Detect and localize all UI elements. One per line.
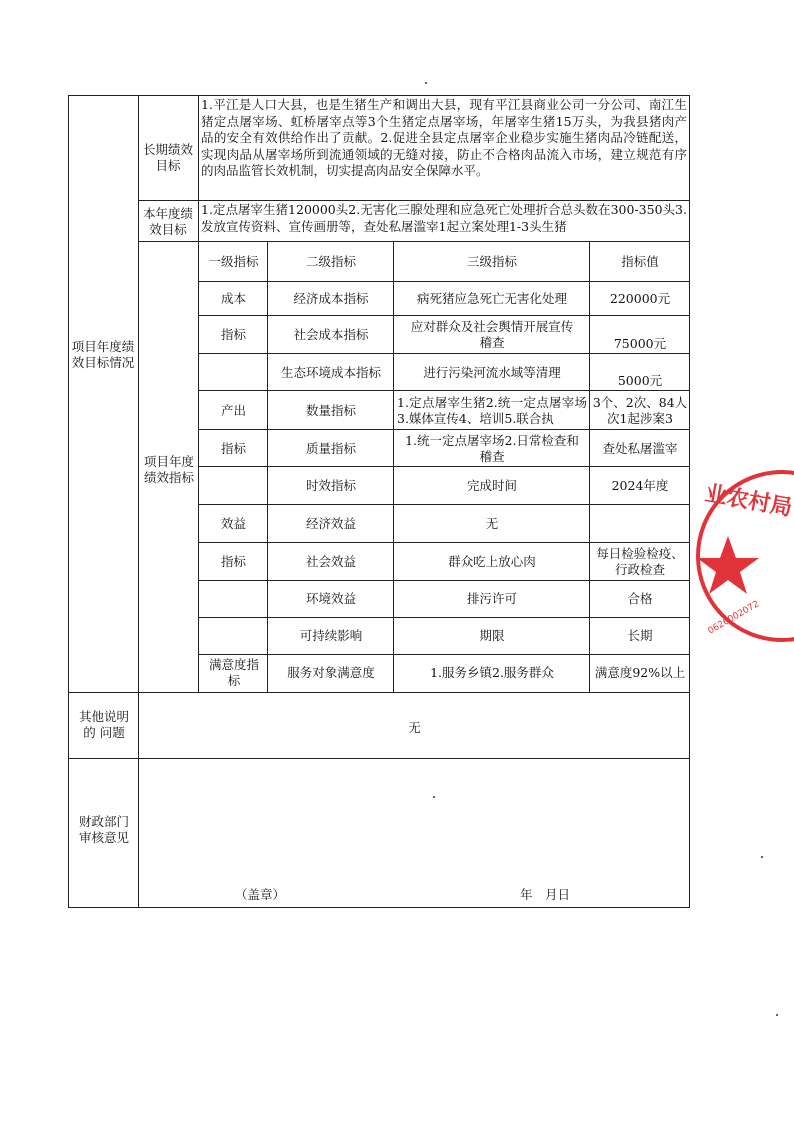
official-seal — [692, 466, 794, 646]
row-value: 长期 — [627, 627, 653, 643]
header-value: 指标值 — [621, 254, 659, 269]
row-l3: 进行污染河流水域等清理 — [423, 364, 561, 380]
row-l3: 群众吃上放心肉 — [448, 553, 536, 569]
level1-satisfaction: 满意度指标 — [208, 657, 259, 688]
scan-speck — [425, 82, 427, 84]
row-value: 5000元 — [617, 373, 663, 388]
header-level3: 三级指标 — [466, 254, 517, 269]
scan-speck — [433, 796, 435, 798]
other-label: 其他说明的 问题 — [78, 709, 129, 740]
row-l2: 数量指标 — [305, 402, 356, 418]
section-label-targets: 项目年度绩效目标情况 — [71, 339, 135, 370]
row-value — [591, 505, 689, 543]
indicators-label: 项目年度绩效指标 — [143, 454, 194, 485]
other-text: 无 — [408, 720, 421, 735]
header-level2: 二级指标 — [305, 254, 356, 269]
row-l2: 时效指标 — [305, 478, 356, 493]
row-value: 3个、2次、84人次1起涉案3 — [592, 394, 688, 426]
row-l2: 经济成本指标 — [293, 291, 369, 306]
long-term-text: 1.平江是人口大县，也是生猪生产和调出大县，现有平江县商业公司一分公司、南江生猪定点屠宰场、虹桥屠宰点等3个生猪定点屠宰场，年屠宰生猪15万头，为我县猪肉产品的安全有效供给作出了贡献。2.促进全县定点屠宰企业稳步实施生猪肉品冷链配送，实现肉品从屠宰场所到流通领域的无缝对接，防止不合格肉品流入市场，建立规范有序的肉品监管长效机制，切实提高肉品安全保障水平。 — [201, 97, 687, 178]
row-l2: 社会成本指标 — [293, 327, 369, 342]
row-value: 满意度92%以上 — [594, 665, 686, 680]
row-l2: 环境效益 — [305, 590, 356, 606]
long-term-label: 长期绩效目标 — [142, 142, 193, 173]
level1-benefit: 效益 — [220, 516, 246, 531]
seal-label: （盖章） — [234, 887, 285, 902]
row-l2: 生态环境成本指标 — [280, 364, 381, 380]
annual-text: 1.定点屠宰生猪120000头2.无害化三腺处理和应急死亡处理折合总头数在300-350头3.发放宣传资料、宣传画册等，查处私屠滥宰1起立案处理1-3头生猪 — [201, 202, 687, 234]
row-value: 每日检验检疫、行政检查 — [596, 545, 684, 577]
row-l2: 服务对象满意度 — [287, 665, 375, 680]
svg-text:业农村局: 业农村局 — [702, 480, 794, 522]
row-l3: 无 — [485, 516, 499, 531]
row-l3: 排污许可 — [466, 590, 517, 606]
row-value: 220000元 — [609, 291, 671, 306]
date-label: 年 月日 — [520, 887, 571, 902]
annual-label: 本年度绩效目标 — [142, 206, 193, 237]
row-l2: 可持续影响 — [299, 627, 363, 643]
row-value: 2024年度 — [611, 478, 669, 493]
level1-benefit-indicator: 指标 — [220, 553, 246, 569]
row-l3: 病死猪应急死亡无害化处理 — [416, 291, 567, 306]
row-l2: 社会效益 — [305, 553, 356, 569]
row-l3: 1.定点屠宰生猪2.统一定点屠宰场3.媒体宣传4、培训5.联合执 — [397, 394, 587, 426]
level1-output: 产出 — [220, 402, 246, 418]
level1-cost: 成本 — [220, 291, 246, 306]
row-l3: 完成时间 — [466, 478, 517, 493]
row-value: 合格 — [627, 590, 653, 606]
svg-text:0626002072: 0626002072 — [706, 599, 762, 637]
row-l3: 1.服务乡镇2.服务群众 — [430, 665, 554, 680]
header-level1: 一级指标 — [208, 254, 259, 269]
row-l2: 质量指标 — [305, 440, 356, 456]
scan-speck — [776, 1014, 778, 1016]
level1-cost-indicator: 指标 — [220, 327, 246, 342]
row-value: 查处私屠滥宰 — [602, 440, 678, 456]
row-value: 75000元 — [613, 336, 667, 351]
level1-output-indicator: 指标 — [220, 440, 246, 456]
scan-speck — [761, 856, 763, 858]
row-l2: 经济效益 — [305, 516, 356, 531]
finance-label: 财政部门审核意见 — [78, 814, 129, 845]
row-l3: 期限 — [479, 627, 505, 643]
row-l3: 应对群众及社会舆情开展宣传稽查 — [410, 319, 574, 350]
row-l3: 1.统一定点屠宰场2.日常检查和稽查 — [405, 432, 579, 464]
